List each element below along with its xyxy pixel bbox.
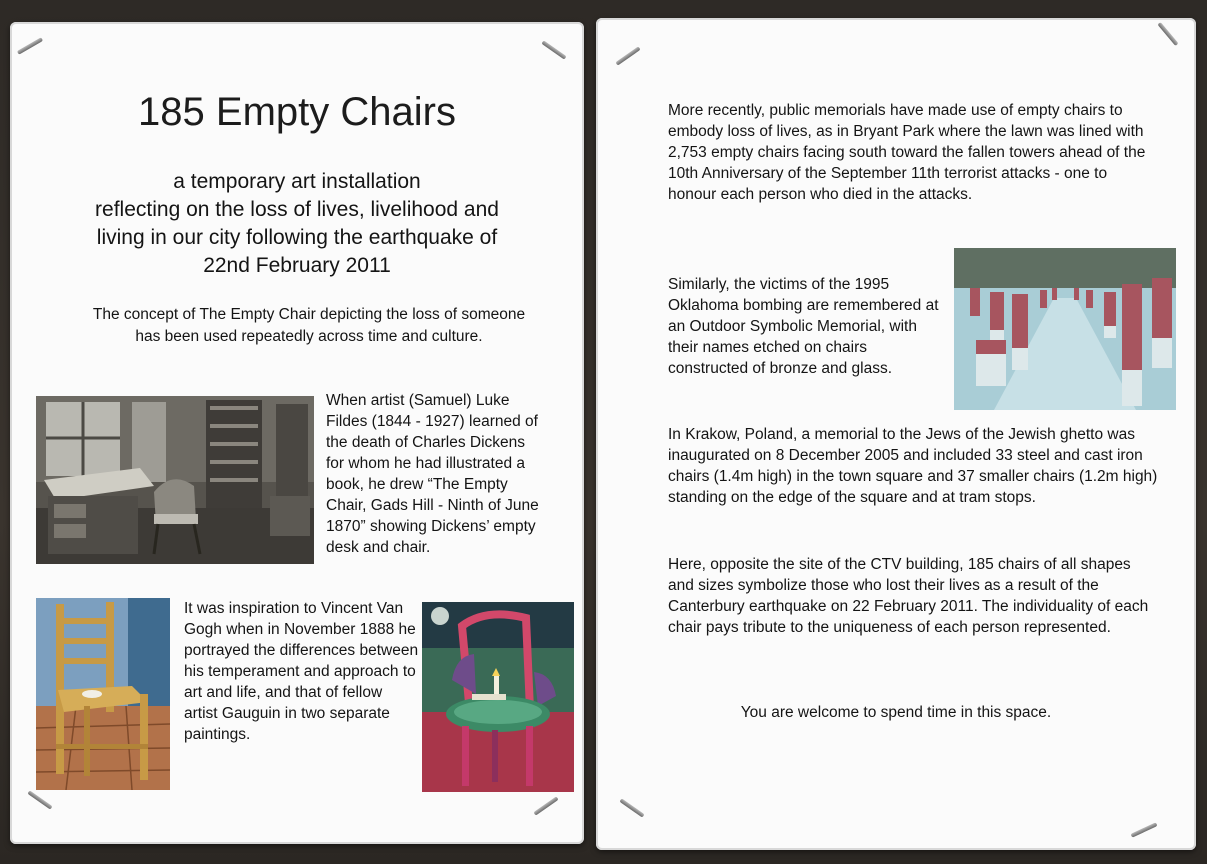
oklahoma-memorial-image bbox=[954, 248, 1176, 410]
staple-icon bbox=[1130, 822, 1157, 837]
subtitle-line: a temporary art installation bbox=[173, 170, 421, 193]
fildes-paragraph: When artist (Samuel) Luke Fildes (1844 - 1927) learned of the death of Charles Dickens for whom he had illustrated a book, he drew “The Empty Chair, Gads Hill - Ninth of June 1870” showing Dickens’ empty desk and chair. bbox=[326, 392, 539, 556]
subtitle-line: reflecting on the loss of lives, livelihood and bbox=[95, 198, 499, 221]
staple-icon bbox=[27, 790, 52, 809]
gauguin-chair-image bbox=[422, 602, 574, 792]
fildes-empty-chair-image bbox=[36, 396, 314, 564]
staple-icon bbox=[17, 37, 43, 54]
staple-icon bbox=[615, 46, 640, 65]
page-title: 185 Empty Chairs bbox=[138, 90, 456, 134]
concept-paragraph: The concept of The Empty Chair depicting the loss of someone has been used repeatedly across time and culture. bbox=[92, 306, 526, 345]
right-notice-sheet bbox=[596, 18, 1196, 850]
left-notice-sheet bbox=[10, 22, 584, 844]
subtitle-line: 22nd February 2011 bbox=[203, 254, 391, 277]
subtitle-line: living in our city following the earthquake of bbox=[96, 226, 498, 249]
welcome-message: You are welcome to spend time in this space. bbox=[740, 704, 1052, 721]
staple-icon bbox=[619, 798, 644, 817]
krakow-paragraph: In Krakow, Poland, a memorial to the Jews of the Jewish ghetto was inaugurated on 8 December 2005 and included 33 steel and cast iron chairs (1.4m high) in the town square and 37 smaller chairs (1.2m high) standing on the edge of the square and at tram stops. bbox=[668, 426, 1158, 506]
van-gogh-paragraph: It was inspiration to Vincent Van Gogh when in November 1888 he portrayed the differences between his temperament and approach to art and life, and that of fellow artist Gauguin in two separate paintings. bbox=[184, 600, 419, 743]
staple-icon bbox=[533, 796, 558, 815]
van-gogh-chair-image bbox=[36, 598, 170, 790]
oklahoma-paragraph: Similarly, the victims of the 1995 Oklahoma bombing are remembered at an Outdoor Symbolic Memorial, with their names etched on chairs constructed of bronze and glass. bbox=[668, 276, 939, 377]
staple-icon bbox=[541, 40, 566, 59]
ctv-paragraph: Here, opposite the site of the CTV building, 185 chairs of all shapes and sizes symbolize those who lost their lives as a result of the Canterbury earthquake on 22 February 2011. The individuality of each chair pays tribute to the uniqueness of each person represented. bbox=[668, 556, 1149, 636]
subtitle bbox=[50, 168, 544, 280]
staple-icon bbox=[1157, 22, 1178, 46]
bryant-park-paragraph: More recently, public memorials have made use of empty chairs to embody loss of lives, as in Bryant Park where the lawn was lined with 2,753 empty chairs facing south toward the fallen towers ahead of the 10th Anniversary of the September 11th terrorist attacks - one to honour each person who died in the attacks. bbox=[668, 102, 1146, 203]
